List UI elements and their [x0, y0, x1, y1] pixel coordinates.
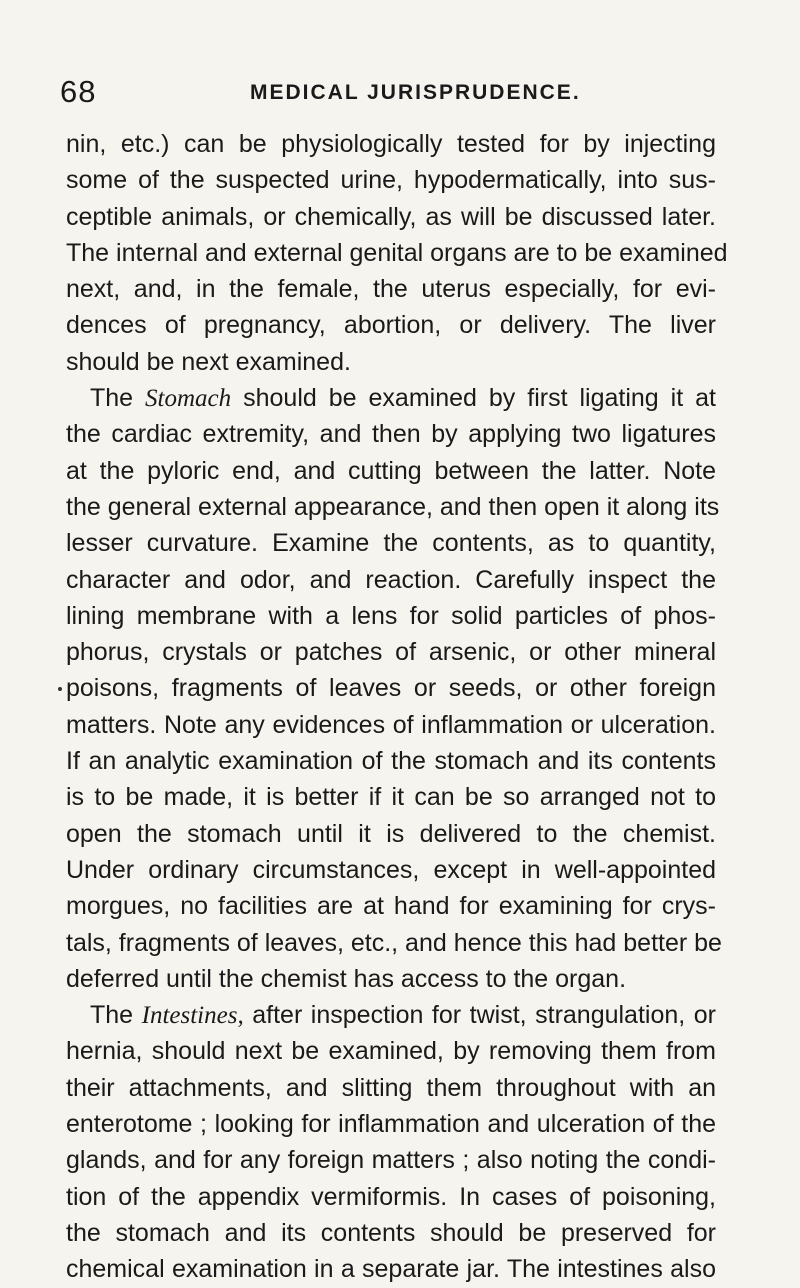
- text-line: poisons, fragments of leaves or seeds, or other foreign: [66, 674, 716, 703]
- page-header: [60, 74, 740, 110]
- paragraph-start-line: [66, 997, 716, 1033]
- text-line: tion of the appendix vermiformis. In cases of poisoning,: [66, 1182, 716, 1211]
- text-line: ceptible animals, or chemically, as will be discussed later.: [66, 202, 716, 231]
- text-line: tals, fragments of leaves, etc., and hence this had better be: [66, 928, 722, 957]
- page-number: 68: [60, 74, 97, 109]
- text-run: should be examined by first ligating it at: [231, 384, 716, 413]
- text-run: The: [90, 1001, 142, 1030]
- text-line: open the stomach until it is delivered to the chemist.: [66, 819, 716, 848]
- text-run: after inspection for twist, strangulation, or: [243, 1001, 716, 1030]
- text-line: glands, and for any foreign matters ; also noting the condi-: [66, 1146, 716, 1175]
- text-line: some of the suspected urine, hypodermatically, into sus-: [66, 166, 716, 195]
- text-line: dences of pregnancy, abortion, or delivery. The liver: [66, 311, 716, 340]
- text-line: is to be made, it is better if it can be so arranged not to: [66, 783, 716, 812]
- text-line: should be next examined.: [66, 347, 351, 376]
- text-line: next, and, in the female, the uterus especially, for evi-: [66, 275, 716, 304]
- body-text: [66, 126, 728, 1288]
- text-line: hernia, should next be examined, by removing them from: [66, 1037, 716, 1066]
- text-line: deferred until the chemist has access to the organ.: [66, 964, 627, 993]
- section-term-stomach: Stomach: [145, 385, 232, 413]
- text-line: phorus, crystals or patches of arsenic, or other mineral: [66, 638, 716, 667]
- text-line: morgues, no facilities are at hand for examining for crys-: [66, 892, 716, 921]
- text-line: the stomach and its contents should be preserved for: [66, 1218, 716, 1247]
- text-line: matters. Note any evidences of inflammation or ulceration.: [66, 710, 716, 739]
- text-line: character and odor, and reaction. Carefully inspect the: [66, 565, 716, 594]
- text-line: nin, etc.) can be physiologically tested for by injecting: [66, 130, 716, 158]
- text-line: The internal and external genital organs are to be examined: [66, 238, 728, 267]
- text-line: chemical examination in a separate jar. The intestines also: [66, 1255, 716, 1284]
- text-line: lining membrane with a lens for solid particles of phos-: [66, 601, 716, 630]
- text-line: If an analytic examination of the stomach and its contents: [66, 747, 716, 776]
- text-line: Under ordinary circumstances, except in well-appointed: [66, 855, 716, 884]
- text-line: enterotome ; looking for inflammation and ulceration of the: [66, 1110, 716, 1139]
- margin-mark: [58, 687, 62, 691]
- text-line: the cardiac extremity, and then by applying two ligatures: [66, 420, 716, 449]
- text-run: The: [90, 384, 146, 413]
- text-line: their attachments, and slitting them throughout with an: [66, 1073, 716, 1102]
- paragraph-start-line: [66, 380, 716, 416]
- text-line: lesser curvature. Examine the contents, as to quantity,: [66, 529, 716, 558]
- section-term-intestines: Intestines,: [141, 1002, 244, 1030]
- text-line: at the pyloric end, and cutting between the latter. Note: [66, 456, 716, 485]
- running-head: MEDICAL JURISPRUDENCE.: [250, 81, 581, 104]
- text-line: the general external appearance, and then open it along its: [66, 492, 720, 521]
